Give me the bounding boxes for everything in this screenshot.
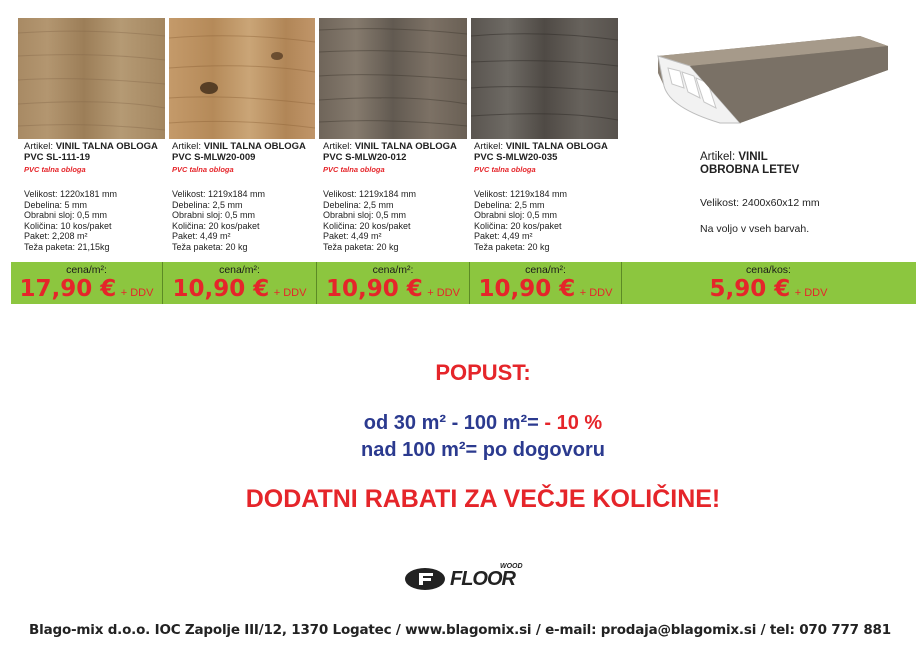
product-image-4 xyxy=(471,18,618,139)
price-value-3: 10,90 € xyxy=(326,276,423,302)
product-image-3 xyxy=(319,18,467,139)
floor-logo xyxy=(404,563,534,592)
price-value-2: 10,90 € xyxy=(172,276,270,302)
trim-size: Velikost: 2400x60x12 mm xyxy=(700,197,820,209)
price-cell-trim: cena/kos: 5,90 € + DDV xyxy=(709,264,828,302)
logo-small-text: WOOD xyxy=(500,563,523,570)
product-specs-4: Velikost: 1219x184 mm Debelina: 2,5 mm Obrabni sloj: 0,5 mm Količina: 20 kos/paket Paket: 4,49 m² Teža paketa: 20 kg xyxy=(474,189,568,252)
footer-contact: Blago-mix d.o.o. IOC Zapolje III/12, 1370 Logatec / www.blagomix.si / e-mail: prodaja@blagomix.si / tel: 070 777 881 xyxy=(29,622,891,638)
price-cell-1: cena/m²: 17,90 € + DDV xyxy=(11,262,163,304)
product-image-2 xyxy=(169,18,315,139)
price-value-1: 17,90 € xyxy=(19,276,117,302)
logo-wordmark: FLOOR xyxy=(450,568,515,590)
product-subtitle-1: PVC talna obloga xyxy=(24,165,86,174)
product-code-3: PVC S-MLW20-012 xyxy=(323,152,407,163)
product-title-3: Artikel: VINIL TALNA OBLOGA PVC S-MLW20-012 PVC talna obloga xyxy=(323,141,473,175)
product-image-1 xyxy=(18,18,165,139)
discount-title: POPUST: xyxy=(435,360,531,385)
product-code-1: PVC SL-111-19 xyxy=(24,152,91,163)
discount-line-2: nad 100 m²= po dogovoru xyxy=(361,439,605,461)
price-value-trim: 5,90 € xyxy=(709,276,791,302)
price-cell-3: cena/m²: 10,90 € + DDV xyxy=(317,262,470,304)
product-specs-1: Velikost: 1220x181 mm Debelina: 5 mm Obrabni sloj: 0,5 mm Količina: 10 kos/paket Paket: 2,208 m² Teža paketa: 21,15kg xyxy=(24,189,118,252)
product-specs-3: Velikost: 1219x184 mm Debelina: 2,5 mm Obrabni sloj: 0,5 mm Količina: 20 kos/paket Paket: 4,49 m² Teža paketa: 20 kg xyxy=(323,189,417,252)
product-subtitle-2: PVC talna obloga xyxy=(172,165,234,174)
product-code-2: PVC S-MLW20-009 xyxy=(172,152,256,163)
trim-note: Na voljo v vseh barvah. xyxy=(700,223,810,235)
extra-discount-banner: DODATNI RABATI ZA VEČJE KOLIČINE! xyxy=(245,485,721,513)
trim-title: Artikel: VINIL OBROBNA LETEV xyxy=(700,151,800,176)
trim-profile-image xyxy=(650,28,900,128)
product-code-4: PVC S-MLW20-035 xyxy=(474,152,558,163)
logo-f-icon xyxy=(404,567,446,591)
discount-line-1: od 30 m² - 100 m²= - 10 % xyxy=(363,412,603,434)
product-subtitle-4: PVC talna obloga xyxy=(474,165,536,174)
product-specs-2: Velikost: 1219x184 mm Debelina: 2,5 mm Obrabni sloj: 0,5 mm Količina: 20 kos/paket Paket: 4,49 m² Teža paketa: 20 kg xyxy=(172,189,266,252)
product-title-1: Artikel: VINIL TALNA OBLOGA PVC SL-111-19 PVC talna obloga xyxy=(24,141,174,175)
product-title-4: Artikel: VINIL TALNA OBLOGA PVC S-MLW20-035 PVC talna obloga xyxy=(474,141,624,175)
price-cell-4: cena/m²: 10,90 € + DDV xyxy=(470,262,622,304)
price-cell-2: cena/m²: 10,90 € + DDV xyxy=(163,262,317,304)
product-title-2: Artikel: VINIL TALNA OBLOGA PVC S-MLW20-009 PVC talna obloga xyxy=(172,141,322,175)
price-value-4: 10,90 € xyxy=(478,276,576,302)
product-subtitle-3: PVC talna obloga xyxy=(323,165,385,174)
